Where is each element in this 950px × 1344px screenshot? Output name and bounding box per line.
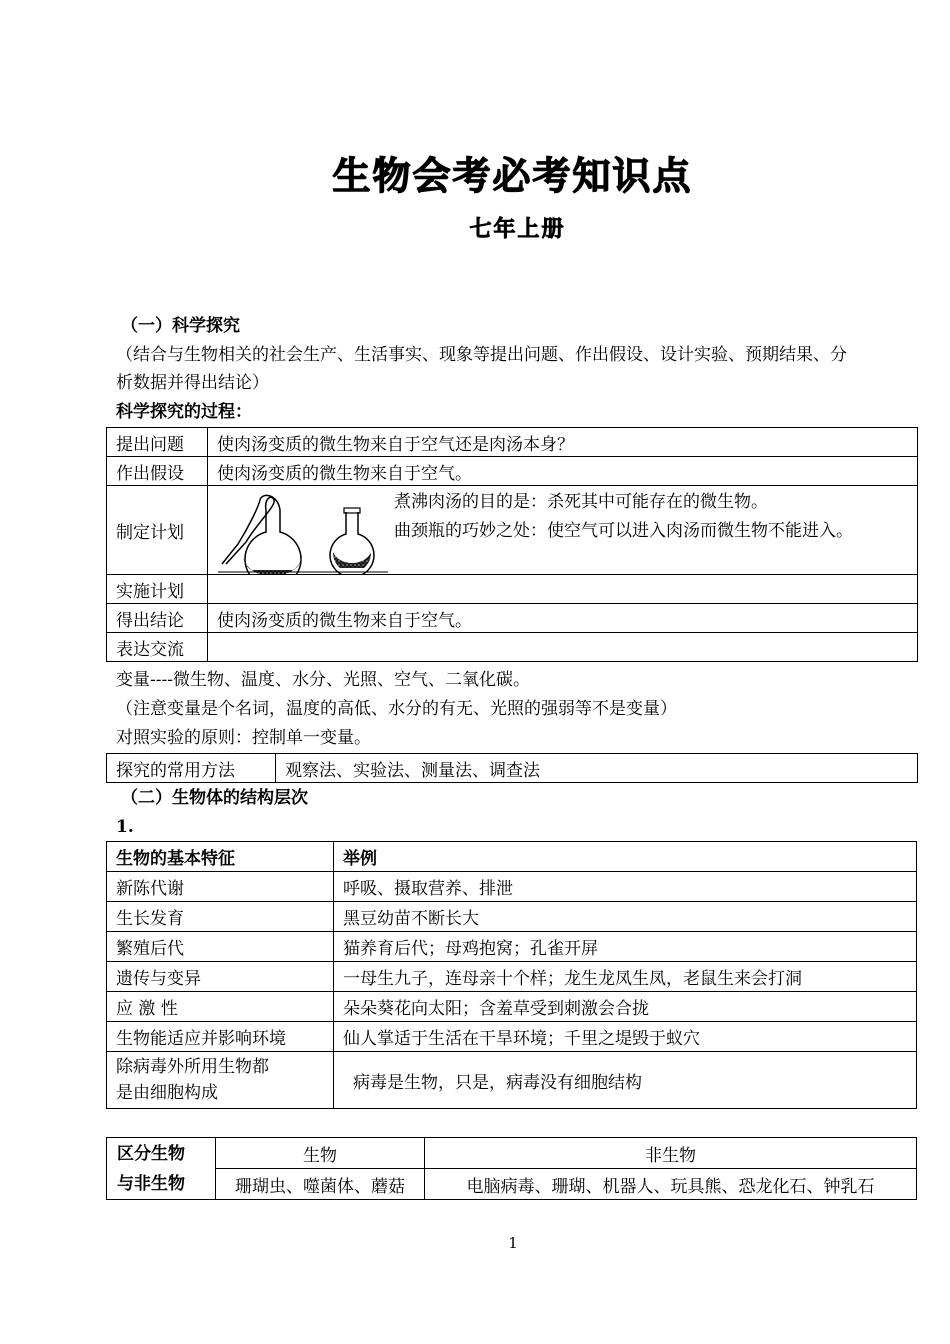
distinguish-table — [106, 1137, 917, 1200]
page-subtitle: 七年上册 — [469, 217, 566, 242]
process-step: 作出假设 — [107, 457, 208, 486]
page-title: 生物会考必考知识点 — [332, 154, 693, 198]
table-row — [107, 1169, 917, 1200]
features-table — [106, 841, 917, 1109]
swan-neck-flask-illustration — [218, 492, 388, 574]
nonliving-examples: 电脑病毒、珊瑚、机器人、玩具熊、恐龙化石、钟乳石 — [425, 1169, 917, 1200]
feature-name: 生长发育 — [107, 902, 334, 932]
section2-heading: （二）生物体的结构层次 — [121, 788, 308, 808]
feature-name: 繁殖后代 — [107, 932, 334, 962]
plan-text-line2: 曲颈瓶的巧妙之处：使空气可以进入肉汤而微生物不能进入。 — [394, 521, 853, 541]
process-step: 提出问题 — [107, 428, 208, 457]
feature-example: 呼吸、摄取营养、排泄 — [334, 872, 917, 902]
variables-line2: （注意变量是个名词，温度的高低、水分的有无、光照的强弱等不是变量） — [116, 699, 677, 719]
feature-name: 新陈代谢 — [107, 872, 334, 902]
process-content: 使肉汤变质的微生物来自于空气。 — [208, 457, 918, 486]
methods-value: 观察法、实验法、测量法、调查法 — [276, 754, 918, 783]
distinguish-label-line2: 与非生物 — [117, 1173, 185, 1194]
table-row — [107, 962, 917, 992]
plan-text — [394, 488, 853, 546]
process-step: 表达交流 — [107, 633, 208, 662]
feature-name — [107, 1052, 334, 1109]
feature-example: 朵朵葵花向太阳；含羞草受到刺激会合拢 — [334, 992, 917, 1022]
section1-intro-line1: （结合与生物相关的社会生产、生活事实、现象等提出问题、作出假设、设计实验、预期结果、分 — [116, 345, 847, 365]
feature-example: 一母生九子，连母亲十个样；龙生龙凤生凤，老鼠生来会打洞 — [334, 962, 917, 992]
feature-name: 应 激 性 — [107, 992, 334, 1022]
table-row — [107, 754, 918, 783]
table-row — [107, 992, 917, 1022]
column-header: 生物的基本特征 — [107, 842, 334, 872]
table-row — [107, 486, 918, 575]
distinguish-label-line1: 区分生物 — [117, 1143, 185, 1164]
section1-intro-line2: 析数据并得出结论） — [116, 373, 269, 393]
variables-line1: 变量----微生物、温度、水分、光照、空气、二氧化碳。 — [116, 670, 530, 690]
distinguish-label — [107, 1138, 216, 1200]
plan-cell — [208, 486, 918, 575]
process-step: 得出结论 — [107, 604, 208, 633]
feature-name: 生物能适应并影响环境 — [107, 1022, 334, 1052]
methods-label: 探究的常用方法 — [107, 754, 276, 783]
process-step: 制定计划 — [107, 486, 208, 575]
section1-heading: （一）科学探究 — [121, 316, 240, 336]
table-row — [107, 457, 918, 486]
table-row — [107, 633, 918, 662]
section2-item-number: 1. — [116, 817, 134, 837]
plan-text-line1: 煮沸肉汤的目的是：杀死其中可能存在的微生物。 — [394, 492, 768, 512]
process-content: 使肉汤变质的微生物来自于空气还是肉汤本身？ — [208, 428, 918, 457]
process-table — [106, 427, 918, 662]
process-content — [208, 633, 918, 662]
table-row — [107, 604, 918, 633]
table-row — [107, 1052, 917, 1109]
feature-example: 仙人掌适于生活在干旱环境；千里之堤毁于蚁穴 — [334, 1022, 917, 1052]
process-content: 使肉汤变质的微生物来自于空气。 — [208, 604, 918, 633]
living-examples: 珊瑚虫、噬菌体、蘑菇 — [216, 1169, 425, 1200]
variables-line3: 对照实验的原则：控制单一变量。 — [116, 728, 371, 748]
process-heading: 科学探究的过程： — [116, 402, 252, 422]
feature-name: 遗传与变异 — [107, 962, 334, 992]
feature-name-line1: 除病毒外所用生物都 — [116, 1057, 269, 1077]
feature-example: 病毒是生物，只是，病毒没有细胞结构 — [334, 1052, 917, 1109]
table-row — [107, 575, 918, 604]
page-number: 1 — [508, 1234, 518, 1252]
table-row — [107, 902, 917, 932]
table-row — [107, 428, 918, 457]
nonliving-header: 非生物 — [425, 1138, 917, 1169]
process-content — [208, 575, 918, 604]
methods-table — [106, 753, 918, 783]
living-header: 生物 — [216, 1138, 425, 1169]
feature-example: 黑豆幼苗不断长大 — [334, 902, 917, 932]
table-row — [107, 932, 917, 962]
column-header: 举例 — [334, 842, 917, 872]
feature-name-line2: 是由细胞构成 — [116, 1083, 218, 1103]
feature-example: 猫养育后代；母鸡抱窝；孔雀开屏 — [334, 932, 917, 962]
table-row — [107, 872, 917, 902]
table-header-row — [107, 842, 917, 872]
table-row — [107, 1138, 917, 1169]
table-row — [107, 1022, 917, 1052]
process-step: 实施计划 — [107, 575, 208, 604]
